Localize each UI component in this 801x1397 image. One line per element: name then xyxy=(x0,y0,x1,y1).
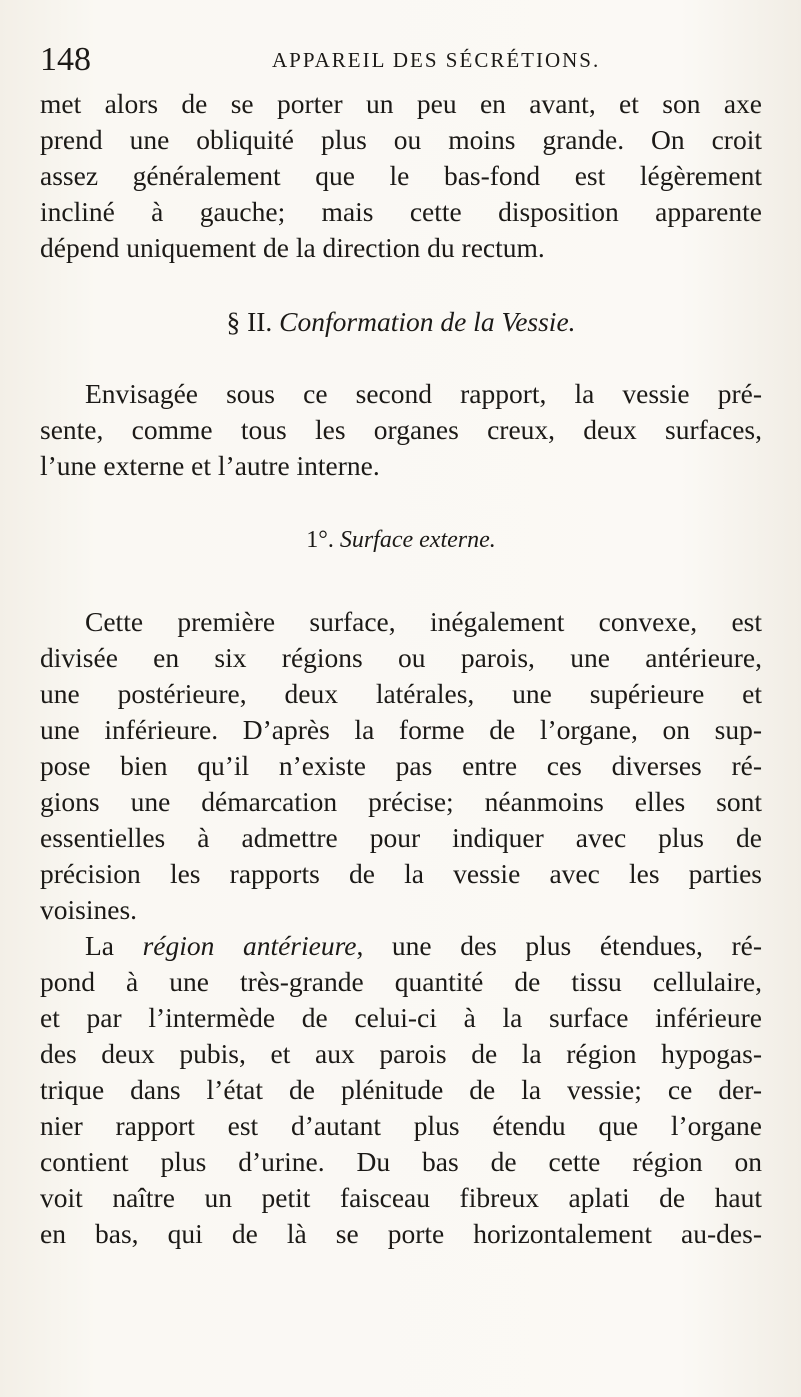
text-line: des deux pubis, et aux parois de la région hypogas- xyxy=(40,1038,762,1069)
text-line: incliné à gauche; mais cette disposition apparente xyxy=(40,196,762,227)
subsection-number: 1°. xyxy=(306,527,334,553)
text-line: et par l’intermède de celui-ci à la surface inférieure xyxy=(40,1002,762,1033)
text-line: pond à une très-grande quantité de tissu cellulaire, xyxy=(40,966,762,997)
text-line: en bas, qui de là se porte horizontalement au-des- xyxy=(40,1218,762,1249)
section-heading xyxy=(40,304,762,340)
paragraph-continuation-end xyxy=(40,230,762,266)
text-line: voit naître un petit faisceau fibreux aplati de haut xyxy=(40,1182,762,1213)
text-line: essentielles à admettre pour indiquer avec plus de xyxy=(40,822,762,853)
subsection-heading xyxy=(40,523,762,557)
running-head xyxy=(40,40,760,80)
text-line: divisée en six régions ou parois, une antérieure, xyxy=(40,642,762,673)
text-line: l’une externe et l’autre interne. xyxy=(40,450,380,481)
paragraph-surface-end xyxy=(40,892,762,928)
text-line: met alors de se porter un peu en avant, et son axe xyxy=(40,88,762,119)
paragraph-region-first xyxy=(40,928,762,964)
text-line: sente, comme tous les organes creux, deux surfaces, xyxy=(40,414,762,445)
text-line: une inférieure. D’après la forme de l’organe, on sup- xyxy=(40,714,762,745)
paragraph-envisagee-end xyxy=(40,448,762,484)
text-fragment: , une des plus étendues, ré- xyxy=(356,930,762,961)
text-line: Envisagée sous ce second rapport, la vessie pré- xyxy=(85,378,762,409)
paragraph-envisagee xyxy=(40,376,762,412)
text-line: prend une obliquité plus ou moins grande. On croit xyxy=(40,124,762,155)
term-region-anterieure: région antérieure xyxy=(142,930,357,961)
section-title: Conformation de la Vessie. xyxy=(279,306,576,337)
text-line: gions une démarcation précise; néanmoins elles sont xyxy=(40,786,762,817)
paragraph-surface xyxy=(40,640,762,892)
text-line xyxy=(40,928,762,964)
paragraph-envisagee-cont xyxy=(40,412,762,448)
text-line: nier rapport est d’autant plus étendu que l’organe xyxy=(40,1110,762,1141)
text-line: assez généralement que le bas-fond est légèrement xyxy=(40,160,762,191)
running-title: APPAREIL DES SÉCRÉTIONS. xyxy=(272,48,601,72)
text-line: trique dans l’état de plénitude de la vessie; ce der- xyxy=(40,1074,762,1105)
subsection-title: Surface externe. xyxy=(339,527,496,553)
text-line: pose bien qu’il n’existe pas entre ces diverses ré- xyxy=(40,750,762,781)
section-number: § II. xyxy=(226,306,273,337)
text-fragment: La xyxy=(85,930,143,961)
paragraph-region xyxy=(40,964,762,1252)
text-line: contient plus d’urine. Du bas de cette région on xyxy=(40,1146,762,1177)
page-number: 148 xyxy=(40,41,91,78)
text-line: voisines. xyxy=(40,894,138,925)
text-line: une postérieure, deux latérales, une supérieure et xyxy=(40,678,762,709)
text-line: précision les rapports de la vessie avec les parties xyxy=(40,858,762,889)
text-line: Cette première surface, inégalement convexe, est xyxy=(85,606,762,637)
paragraph-surface-first xyxy=(40,604,762,640)
text-line: dépend uniquement de la direction du rectum. xyxy=(40,232,545,263)
paragraph-continuation xyxy=(40,86,762,230)
